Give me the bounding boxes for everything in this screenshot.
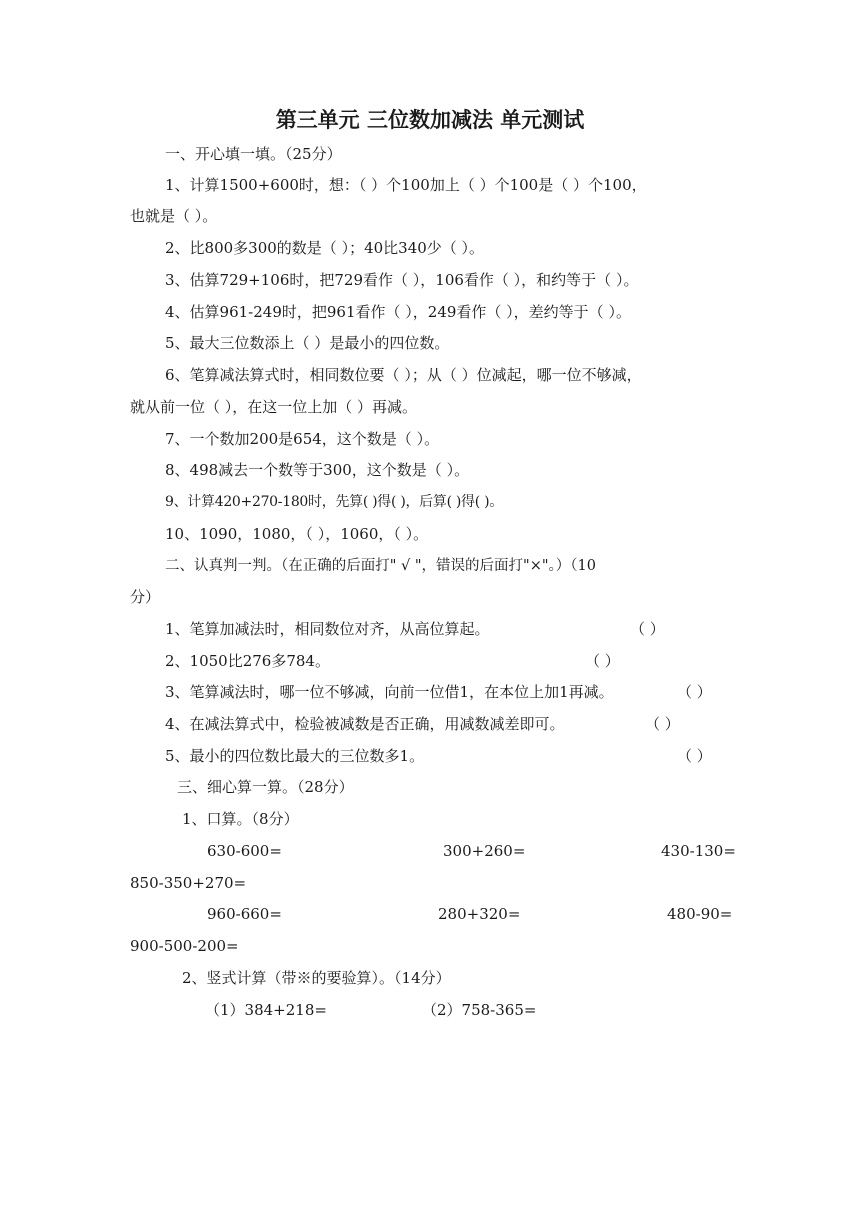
section2-heading-line1: 二、认真判一判。（在正确的后面打" √ "，错误的后面打"×"。）（10: [165, 558, 596, 574]
judge-item-5: [165, 746, 765, 766]
vertical-calc-item-2: （2）758-365=: [422, 1001, 537, 1019]
judge-item-text: 1、笔算加减法时，相同数位对齐，从高位算起。: [165, 620, 490, 638]
oral-calc-item: 960-660=: [207, 905, 282, 923]
section2-heading-line2: 分）: [130, 588, 161, 606]
oral-calc-item: 900-500-200=: [130, 937, 239, 955]
judge-item-text: 3、笔算减法时，哪一位不够减，向前一位借1，在本位上加1再减。: [165, 683, 614, 701]
judge-item-4: [165, 714, 765, 734]
judge-item-1: [165, 619, 765, 639]
judge-item-3: [165, 682, 765, 702]
oral-calc-item: 630-600=: [207, 842, 282, 860]
oral-calc-item: 480-90=: [667, 905, 733, 923]
question-10: 10、1090，1080，（ ），1060，（ ）。: [165, 525, 429, 543]
judge-answer-paren[interactable]: （ ）: [645, 715, 680, 733]
oral-calc-item: 850-350+270=: [130, 874, 247, 892]
question-9: 9、计算420+270-180时，先算( )得( )，后算( )得( )。: [165, 494, 503, 510]
judge-item-2: [165, 651, 765, 671]
vertical-calc-item-1: （1）384+218=: [205, 1001, 327, 1019]
question-4: 4、估算961-249时，把961看作（ ），249看作（ ），差约等于（ ）。: [165, 303, 631, 321]
question-1-line1: 1、计算1500+600时，想：（ ）个100加上（ ）个100是（ ）个100，: [165, 176, 647, 194]
question-7: 7、一个数加200是654，这个数是（ ）。: [165, 430, 440, 448]
judge-answer-paren[interactable]: （ ）: [585, 652, 620, 670]
question-1-line2: 也就是（ ）。: [130, 207, 218, 225]
oral-calc-item: 280+320=: [438, 905, 521, 923]
section3-heading: 三、细心算一算。（28分）: [177, 778, 354, 796]
question-8: 8、498减去一个数等于300，这个数是（ ）。: [165, 461, 470, 479]
judge-answer-paren[interactable]: （ ）: [630, 620, 665, 638]
oral-calc-heading: 1、口算。（8分）: [182, 810, 299, 828]
question-5: 5、最大三位数添上（ ）是最小的四位数。: [165, 334, 450, 352]
oral-calc-item: 430-130=: [661, 842, 736, 860]
judge-item-text: 5、最小的四位数比最大的三位数多1。: [165, 747, 425, 765]
vertical-calc-heading: 2、竖式计算（带※的要验算）。（14分）: [182, 969, 451, 987]
judge-item-text: 4、在减法算式中，检验被减数是否正确，用减数减差即可。: [165, 715, 565, 733]
judge-item-text: 2、1050比276多784。: [165, 652, 330, 670]
page-title: 第三单元 三位数加减法 单元测试: [275, 107, 585, 132]
judge-answer-paren[interactable]: （ ）: [677, 683, 712, 701]
question-3: 3、估算729+106时，把729看作（ ），106看作（ ），和约等于（ ）。: [165, 271, 639, 289]
question-6-line1: 6、笔算减法算式时，相同数位要（ ）；从（ ）位减起，哪一位不够减，: [165, 366, 642, 384]
oral-calc-item: 300+260=: [443, 842, 526, 860]
question-6-line2: 就从前一位（ ），在这一位上加（ ）再减。: [130, 398, 418, 416]
section1-heading: 一、开心填一填。（25分）: [165, 145, 342, 163]
question-2: 2、比800多300的数是（ ）；40比340少（ ）。: [165, 239, 485, 257]
judge-answer-paren[interactable]: （ ）: [677, 747, 712, 765]
